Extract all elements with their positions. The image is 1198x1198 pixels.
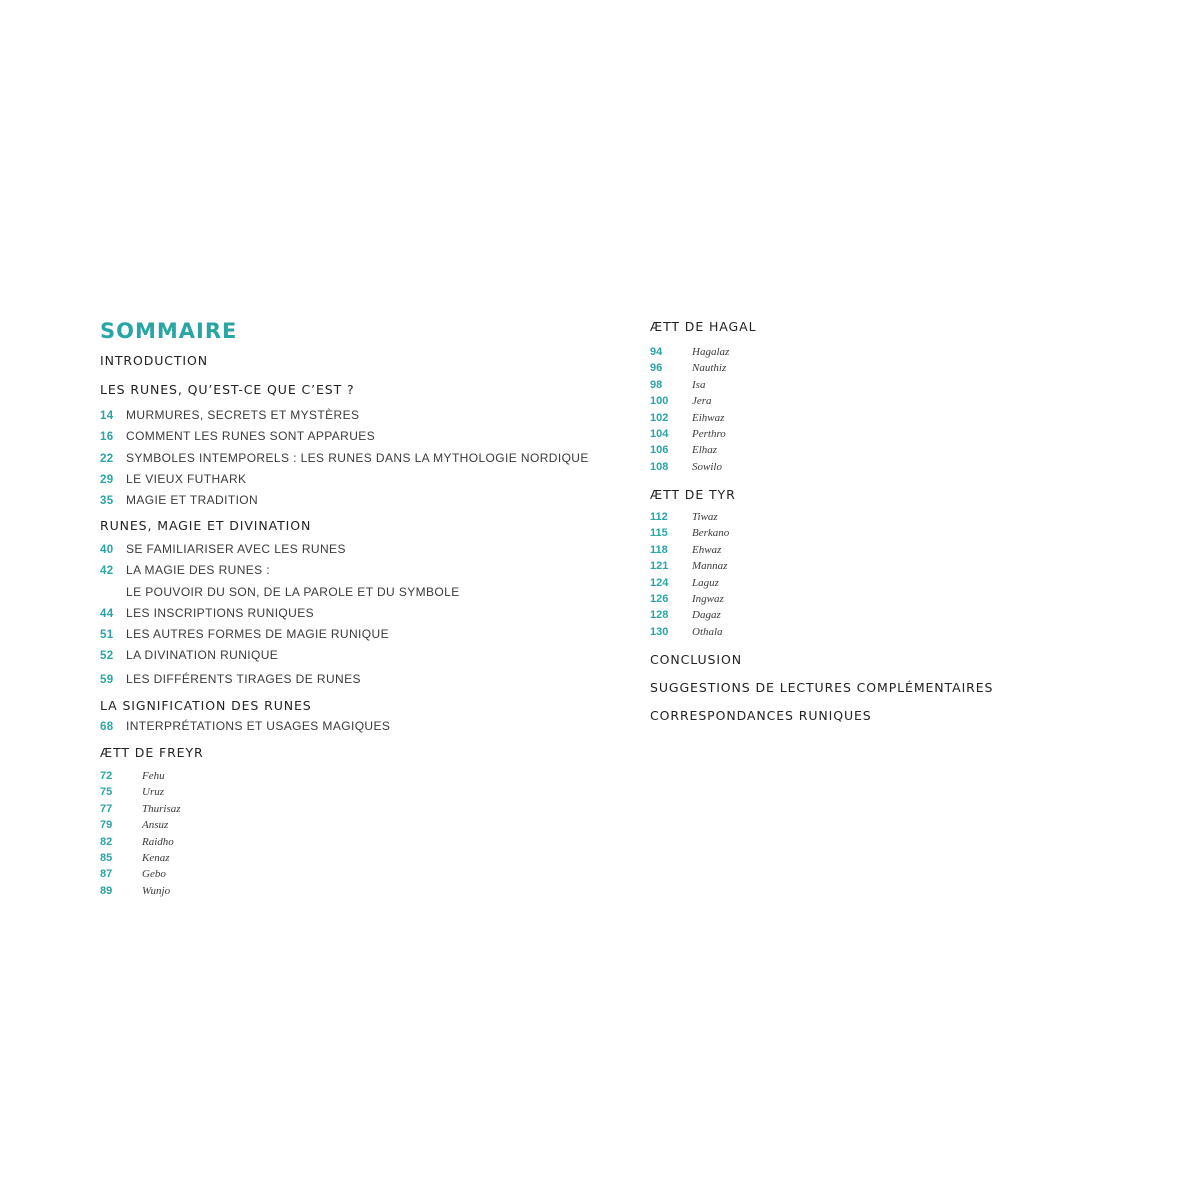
rune-entry [650, 526, 729, 540]
toc-entry [100, 541, 346, 558]
section-aett-tyr: ÆTT DE TYR [650, 487, 736, 502]
page-number: 52 [100, 650, 114, 662]
rune-entry [100, 851, 170, 865]
rune-entry [650, 592, 724, 606]
entry-title: Jera [692, 395, 712, 408]
page-number: 102 [650, 411, 669, 424]
rune-entry [100, 835, 174, 849]
entry-title: Raidho [142, 835, 174, 848]
entry-title: MURMURES, SECRETS ET MYSTÈRES [126, 408, 360, 422]
entry-title: Kenaz [142, 852, 170, 864]
rune-entry [650, 361, 726, 375]
toc-entry [100, 584, 460, 600]
toc-entry [100, 407, 359, 424]
page-number: 112 [650, 511, 668, 523]
page-number: 108 [650, 460, 669, 473]
page-number: 106 [650, 444, 669, 457]
entry-title: LES DIFFÉRENTS TIRAGES DE RUNES [126, 672, 361, 686]
entry-title: LA MAGIE DES RUNES : [126, 563, 271, 577]
page-number: 115 [650, 527, 668, 540]
page-title: SOMMAIRE [100, 319, 238, 343]
entry-title: Perthro [692, 428, 726, 440]
entry-title: Fehu [142, 770, 165, 782]
rune-entry [650, 443, 717, 457]
toc-entry [100, 492, 258, 509]
entry-title: INTERPRÉTATIONS ET USAGES MAGIQUES [126, 719, 391, 733]
toc-entry [100, 471, 246, 488]
page-number: 29 [100, 473, 114, 486]
entry-title: Dagaz [692, 609, 721, 622]
section-runes-magie-divination: RUNES, MAGIE ET DIVINATION [100, 518, 312, 533]
rune-entry [650, 608, 721, 622]
entry-title: Elhaz [692, 444, 718, 457]
page-number: 100 [650, 395, 669, 408]
page-number: 104 [650, 428, 669, 440]
section-correspondences: CORRESPONDANCES RUNIQUES [650, 708, 872, 723]
entry-title: Hagalaz [692, 346, 730, 358]
rune-entry [650, 345, 729, 359]
rune-entry [650, 378, 705, 392]
entry-title: Gebo [142, 868, 166, 881]
entry-title: Othala [692, 625, 723, 638]
section-aett-freyr: ÆTT DE FREYR [100, 745, 204, 760]
rune-entry [650, 543, 721, 557]
page-number: 42 [100, 565, 114, 577]
rune-entry [100, 785, 164, 799]
rune-entry [650, 576, 719, 590]
page-number: 35 [100, 495, 114, 508]
toc-entry [100, 718, 390, 735]
page-number: 82 [100, 835, 113, 848]
entry-title: Nauthiz [692, 362, 727, 375]
page-number: 89 [100, 884, 113, 897]
toc-entry [100, 626, 389, 643]
page-number: 118 [650, 543, 668, 556]
entry-title: Wunjo [142, 884, 171, 897]
page-number: 40 [100, 544, 114, 556]
page-number: 87 [100, 868, 113, 881]
section-conclusion: CONCLUSION [650, 652, 742, 667]
rune-entry [100, 884, 170, 898]
section-aett-hagal: ÆTT DE HAGAL [650, 319, 757, 334]
section-further-reading: SUGGESTIONS DE LECTURES COMPLÉMENTAIRES [650, 680, 994, 695]
entry-title: LES INSCRIPTIONS RUNIQUES [126, 606, 315, 620]
page-number: 77 [100, 802, 113, 815]
entry-title: SE FAMILIARISER AVEC LES RUNES [126, 542, 346, 556]
rune-entry [650, 394, 712, 408]
entry-title: LE VIEUX FUTHARK [126, 471, 247, 486]
toc-entry [100, 647, 278, 664]
toc-entry [100, 450, 589, 467]
rune-entry [650, 625, 723, 639]
page-number: 121 [650, 560, 669, 573]
entry-title: LES AUTRES FORMES DE MAGIE RUNIQUE [126, 627, 389, 641]
section-signification: LA SIGNIFICATION DES RUNES [100, 698, 312, 713]
rune-entry [650, 427, 726, 441]
entry-title: Isa [692, 378, 706, 391]
page-number: 79 [100, 819, 113, 832]
entry-title: Eihwaz [692, 411, 725, 424]
entry-title: Berkano [692, 527, 730, 540]
page-number: 14 [100, 410, 114, 422]
page-number: 85 [100, 852, 113, 864]
toc-entry [100, 562, 270, 579]
entry-title: Tiwaz [692, 511, 718, 523]
page-number: 72 [100, 770, 113, 782]
entry-title: Laguz [692, 576, 719, 589]
section-introduction: INTRODUCTION [100, 353, 209, 368]
page-number: 22 [100, 452, 114, 465]
page-number: 68 [100, 721, 114, 733]
page-number: 16 [100, 431, 114, 444]
rune-entry [650, 411, 724, 425]
entry-title: SYMBOLES INTEMPORELS : LES RUNES DANS LA MYTHOLOGIE NORDIQUE [126, 450, 589, 465]
rune-entry [100, 802, 181, 816]
rune-entry [650, 510, 718, 524]
page-number: 126 [650, 593, 669, 605]
entry-title: Uruz [142, 786, 165, 799]
rune-entry [650, 460, 722, 474]
entry-title: Ingwaz [692, 593, 724, 605]
entry-title: COMMENT LES RUNES SONT APPARUES [126, 429, 376, 444]
toc-entry [100, 605, 314, 622]
page-number: 130 [650, 625, 669, 638]
entry-title: Mannaz [692, 560, 728, 573]
page-number: 124 [650, 576, 669, 589]
page-number: 51 [100, 629, 114, 641]
rune-entry [100, 867, 166, 881]
page-number: 96 [650, 362, 663, 375]
section-les-runes: LES RUNES, QU’EST-CE QUE C’EST ? [100, 382, 355, 397]
entry-title: Ehwaz [692, 543, 722, 556]
entry-title: LA DIVINATION RUNIQUE [126, 648, 279, 662]
page-number: 59 [100, 674, 114, 686]
page-number: 98 [650, 378, 663, 391]
entry-title: Ansuz [142, 819, 169, 832]
page-number: 44 [100, 608, 114, 620]
entry-title: LE POUVOIR DU SON, DE LA PAROLE ET DU SYMBOLE [126, 584, 460, 599]
rune-entry [100, 818, 168, 832]
page-number: 94 [650, 346, 663, 358]
toc-entry [100, 671, 361, 688]
rune-entry [100, 769, 165, 783]
entry-title: Thurisaz [142, 802, 181, 815]
toc-entry [100, 428, 375, 445]
entry-title: MAGIE ET TRADITION [126, 493, 259, 508]
rune-entry [650, 559, 727, 573]
page-number: 128 [650, 609, 669, 622]
entry-title: Sowilo [692, 460, 722, 473]
page-number: 75 [100, 786, 113, 799]
